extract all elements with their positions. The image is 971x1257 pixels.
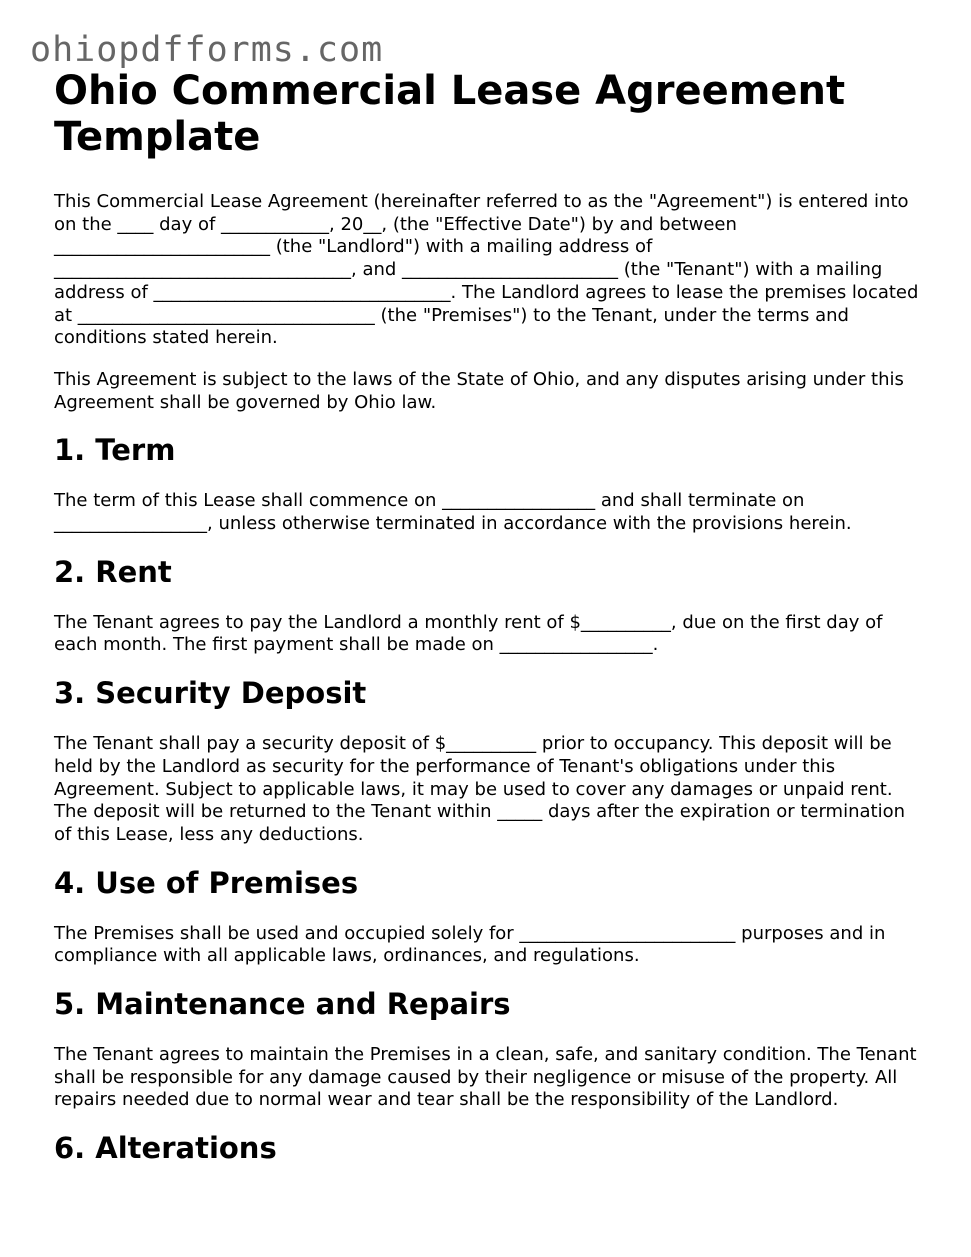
section-heading: 5. Maintenance and Repairs xyxy=(54,987,511,1022)
section-security-deposit xyxy=(54,676,924,847)
section-alterations xyxy=(54,1131,924,1165)
section-use-of-premises xyxy=(54,866,924,968)
watermark: ohiopdfforms.com xyxy=(30,30,384,70)
section-heading: 6. Alterations xyxy=(54,1131,277,1166)
section-heading: 2. Rent xyxy=(54,554,172,589)
section-body: The Tenant shall pay a security deposit of $__________ prior to occupancy. This deposit will be held by the Landlord as security for the performance of Tenant's obligations under this Agreement. Subject to applicable laws, it may be used to cover any damages or unpaid rent. The deposit will be returned to the Tenant within _____ days after the expiration or termination of this Lease, less any deductions. xyxy=(54,733,906,845)
section-body: The Tenant agrees to maintain the Premises in a clean, safe, and sanitary condition. The Tenant shall be responsible for any damage caused by their negligence or misuse of the property. All repairs needed due to normal wear and tear shall be the responsibility of the Landlord. xyxy=(54,1044,917,1111)
intro-paragraph: This Commercial Lease Agreement (hereinafter referred to as the "Agreement") is entered into on the ____ day of ____________, 20__, (the "Effective Date") by and between ________________________ (the "Landlord") with a mailing address of _________________________________, and ________________________ (the "Tenant") with a mailing address of _________________________________. The Landlord agrees to lease the premises located at _________________________________ (the "Premises") to the Tenant, under the terms and conditions stated herein. xyxy=(54,191,919,349)
governing-law-paragraph: This Agreement is subject to the laws of the State of Ohio, and any disputes arising under this Agreement shall be governed by Ohio law. xyxy=(54,368,904,413)
document-title: Ohio Commercial Lease Agreement Template xyxy=(54,68,846,160)
section-heading: 4. Use of Premises xyxy=(54,865,359,900)
section-maintenance-repairs xyxy=(54,987,924,1112)
section-rent xyxy=(54,555,924,657)
document-page xyxy=(54,68,924,1188)
section-body: The Tenant agrees to pay the Landlord a monthly rent of $__________, due on the first day of each month. The first payment shall be made on _________________. xyxy=(54,611,883,656)
section-heading: 1. Term xyxy=(54,433,176,468)
section-heading: 3. Security Deposit xyxy=(54,676,367,711)
section-term xyxy=(54,433,924,535)
section-body: The term of this Lease shall commence on _________________ and shall terminate on _________________, unless otherwise terminated in accordance with the provisions herein. xyxy=(54,490,852,535)
section-body: The Premises shall be used and occupied solely for ________________________ purposes and in compliance with all applicable laws, ordinances, and regulations. xyxy=(54,922,886,967)
